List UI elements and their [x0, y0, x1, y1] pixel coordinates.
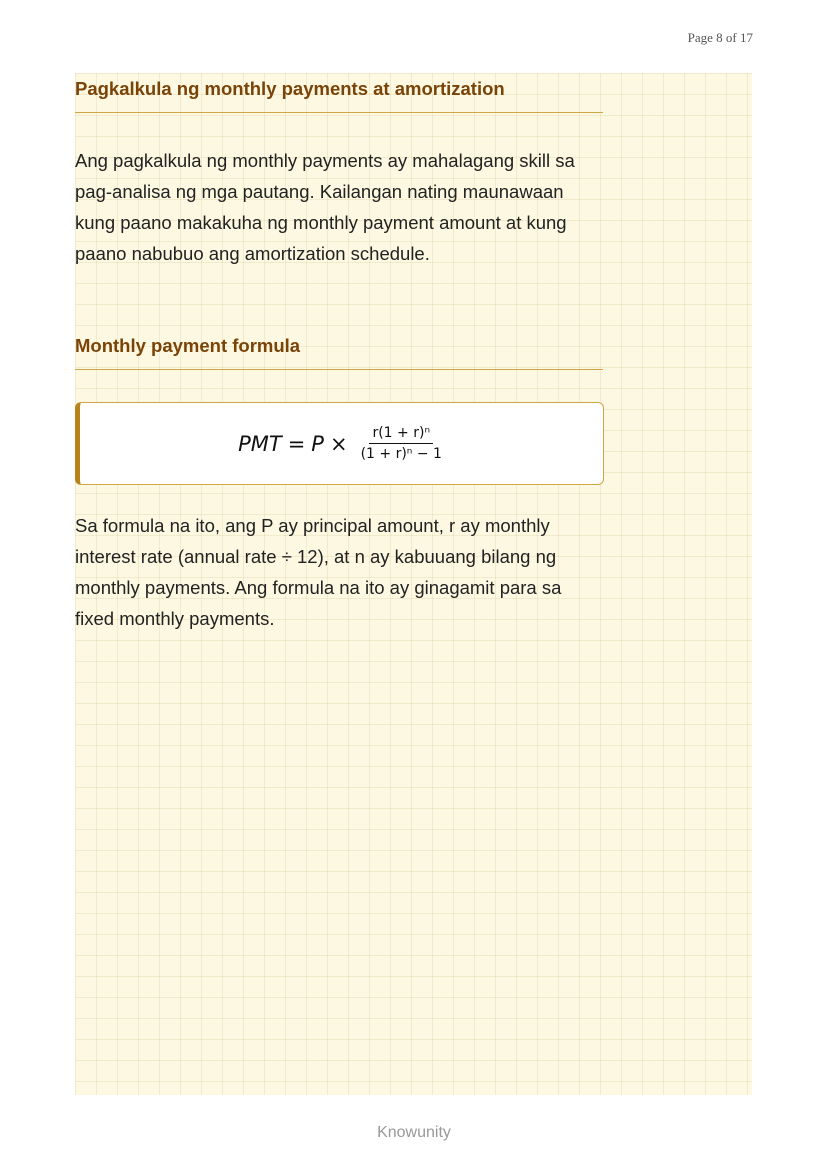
footer-brand: Knowunity [377, 1124, 451, 1141]
section-heading-formula: Monthly payment formula [75, 337, 603, 370]
page-number: Page 8 of 17 [687, 30, 753, 45]
pmt-formula [80, 403, 603, 484]
section-heading-pagkalkula: Pagkalkula ng monthly payments at amortization [75, 80, 603, 113]
formula-lhs: PMT [238, 431, 282, 456]
formula-fraction [358, 425, 445, 462]
formula-denominator: (1 + r)ⁿ − 1 [360, 446, 442, 462]
formula-explanation-paragraph: Sa formula na ito, ang P ay principal amount, r ay monthly interest rate (annual rate ÷ 12), at n ay kabuuang bilang ng monthly payments. Ang formula na ito ay ginagamit para sa fixed monthly payments. [75, 515, 562, 629]
formula-equals: = [287, 431, 306, 456]
formula-box [75, 402, 604, 485]
intro-paragraph: Ang pagkalkula ng monthly payments ay mahalagang skill sa pag-analisa ng mga pautang. Kailangan nating maunawaan kung paano makakuha ng monthly payment amount at kung paano nabubuo ang amortization schedule. [75, 150, 575, 264]
formula-times: × [329, 431, 348, 456]
formula-numerator: r(1 + r)ⁿ [369, 425, 433, 444]
formula-principal: P [311, 431, 324, 456]
